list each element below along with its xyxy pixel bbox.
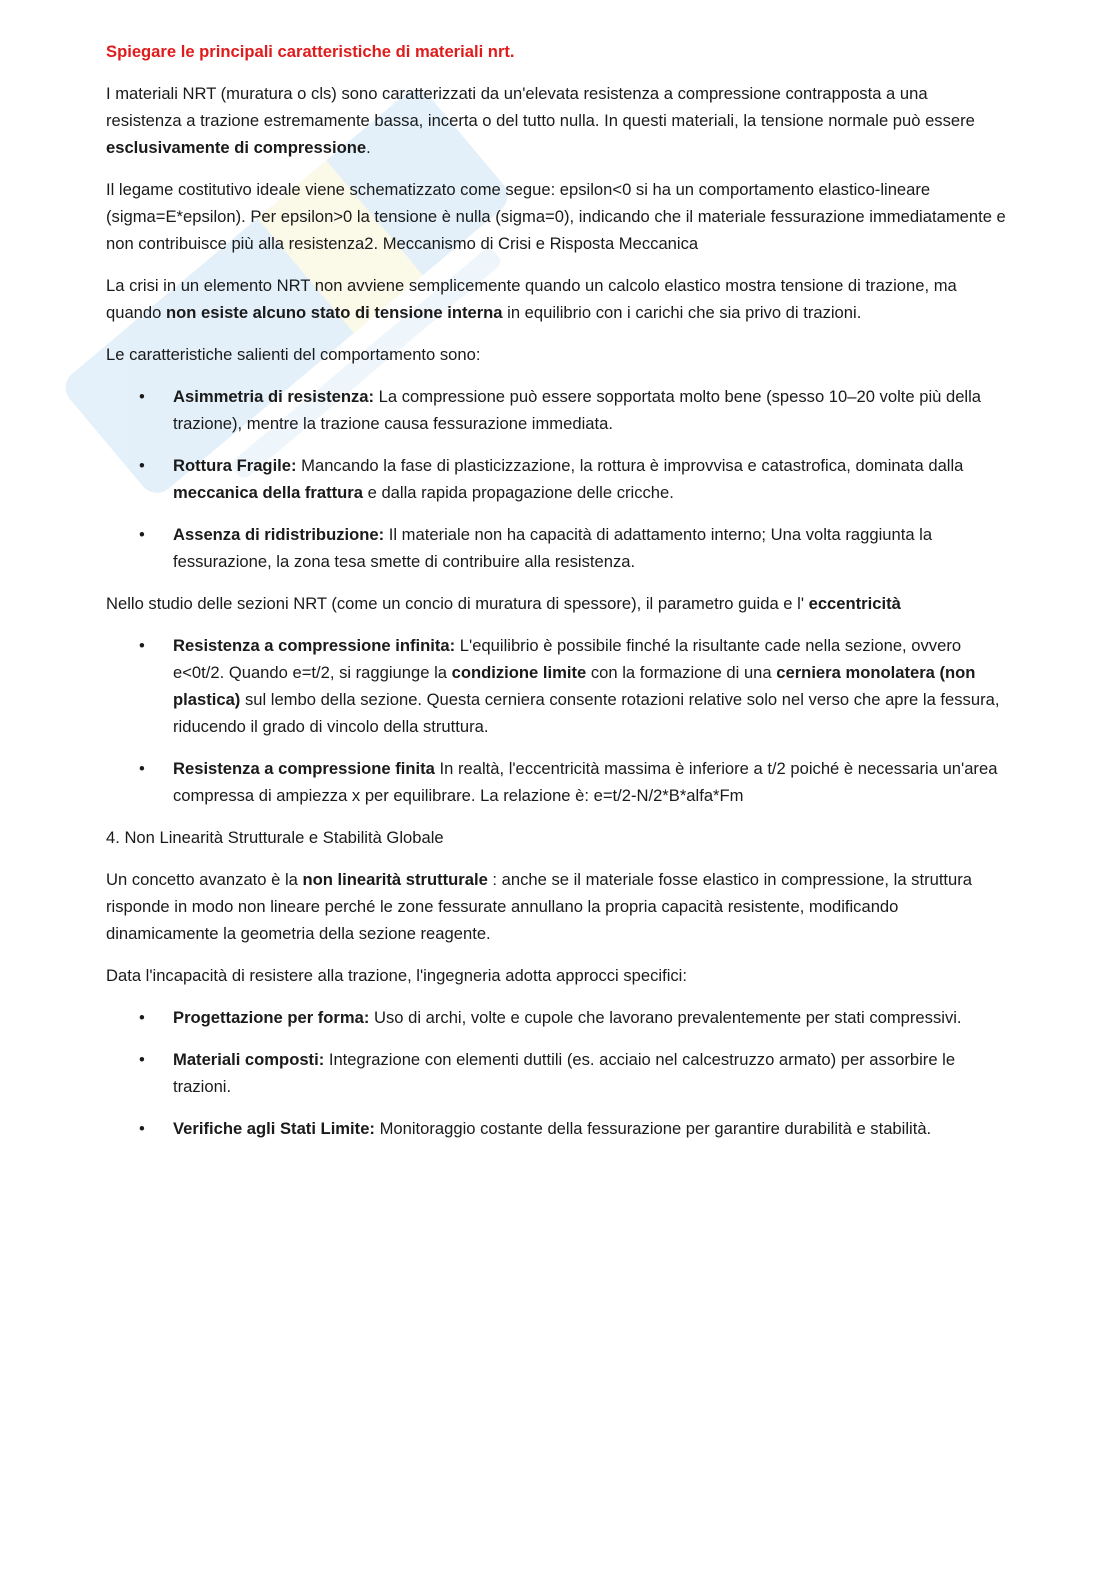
bold-text: non linearità strutturale	[302, 870, 488, 889]
text-run: con la formazione di una	[586, 663, 777, 682]
bold-text: meccanica della frattura	[173, 483, 363, 502]
text-run: Nello studio delle sezioni NRT (come un concio di muratura di spessore), il parametro guida e l'	[106, 594, 809, 613]
text-run: Monitoraggio costante della fessurazione per garantire durabilità e stabilità.	[374, 1119, 932, 1138]
text-run: Le caratteristiche salienti del comportamento sono:	[106, 345, 481, 364]
text-run: .	[366, 138, 371, 157]
text-run: Il legame costitutivo ideale viene schematizzato come segue: epsilon<0 si ha un comportamento elastico-lineare (sigma=E*epsilon). Per epsilon>0 la tensione è nulla (sigma=0), indicando che il materiale fessurazione immediatamente e non contribuisce più alla resistenza2. Meccanismo di Crisi e Risposta Meccanica	[106, 180, 1006, 253]
paragraph	[106, 80, 1006, 161]
bold-text: Asimmetria di resistenza:	[173, 387, 375, 406]
document-body	[106, 80, 1006, 1142]
bullet-list	[106, 383, 1006, 575]
text-run: in equilibrio con i carichi che sia privo di trazioni.	[502, 303, 862, 322]
document-page	[106, 38, 1006, 1157]
text-run: In realtà, l'eccentricità massima è inferiore a t/2 poiché è necessaria un'area compressa di ampiezza x per equilibrare. La relazione è: e=t/2-N/2*B*alfa*Fm	[173, 759, 998, 805]
paragraph	[106, 176, 1006, 257]
list-item	[106, 383, 1006, 437]
text-run: La crisi in un elemento NRT non avviene semplicemente quando un calcolo elastico mostra tensione di trazione, ma quando	[106, 276, 957, 322]
text-run: La compressione può essere sopportata molto bene (spesso 10–20 volte più della trazione), mentre la trazione causa fessurazione immediata.	[173, 387, 982, 433]
text-run: L'equilibrio è possibile finché la risultante cade nella sezione, ovvero e<0t/2. Quando e=t/2, si raggiunge la	[173, 636, 962, 682]
bold-text: condizione limite	[451, 663, 587, 682]
text-run: Data l'incapacità di resistere alla trazione, l'ingegneria adotta approcci specifici:	[106, 966, 687, 985]
paragraph	[106, 824, 1006, 851]
paragraph	[106, 590, 1006, 617]
bullet-list	[106, 1004, 1006, 1142]
bold-text: Resistenza a compressione finita	[173, 759, 435, 778]
text-run: Mancando la fase di plasticizzazione, la rottura è improvvisa e catastrofica, dominata dalla	[296, 456, 964, 475]
text-run: Uso di archi, volte e cupole che lavorano prevalentemente per stati compressivi.	[369, 1008, 962, 1027]
paragraph	[106, 341, 1006, 368]
document-title: Spiegare le principali caratteristiche di materiali nrt.	[106, 42, 515, 61]
bold-text: non esiste alcuno stato di tensione interna	[165, 303, 503, 322]
paragraph	[106, 962, 1006, 989]
paragraph	[106, 866, 1006, 947]
bold-text: Resistenza a compressione infinita:	[173, 636, 456, 655]
bold-text: esclusivamente di compressione	[106, 138, 367, 157]
text-run: 4. Non Linearità Strutturale e Stabilità Globale	[106, 828, 444, 847]
bold-text: Verifiche agli Stati Limite:	[173, 1119, 375, 1138]
list-item	[106, 1046, 1006, 1100]
paragraph	[106, 272, 1006, 326]
text-run: I materiali NRT (muratura o cls) sono caratterizzati da un'elevata resistenza a compressione contrapposta a una resistenza a trazione estremamente bassa, incerta o del tutto nulla. In questi materiali, la tensione normale può essere	[106, 84, 975, 130]
text-run: Integrazione con elementi duttili (es. acciaio nel calcestruzzo armato) per assorbire le trazioni.	[173, 1050, 956, 1096]
text-run: sul lembo della sezione. Questa cerniera consente rotazioni relative solo nel verso che apre la fessura, riducendo il grado di vincolo della struttura.	[173, 690, 1000, 736]
bold-text: Materiali composti:	[173, 1050, 325, 1069]
bold-text: eccentricità	[808, 594, 901, 613]
list-item	[106, 521, 1006, 575]
bold-text: Rottura Fragile:	[173, 456, 297, 475]
text-run: Un concetto avanzato è la	[106, 870, 303, 889]
bullet-list	[106, 632, 1006, 809]
list-item	[106, 755, 1006, 809]
text-run: : anche se il materiale fosse elastico in compressione, la struttura risponde in modo non lineare perché le zone fessurate annullano la propria capacità resistente, modificando dinamicamente la geometria della sezione reagente.	[106, 870, 973, 943]
list-item	[106, 1115, 1006, 1142]
list-item	[106, 452, 1006, 506]
bold-text: Assenza di ridistribuzione:	[173, 525, 385, 544]
text-run: Il materiale non ha capacità di adattamento interno; Una volta raggiunta la fessurazione, la zona tesa smette di contribuire alla resistenza.	[173, 525, 933, 571]
text-run: e dalla rapida propagazione delle cricche.	[363, 483, 674, 502]
list-item	[106, 1004, 1006, 1031]
list-item	[106, 632, 1006, 740]
bold-text: Progettazione per forma:	[173, 1008, 370, 1027]
bold-text: cerniera monolatera (non plastica)	[173, 663, 976, 709]
